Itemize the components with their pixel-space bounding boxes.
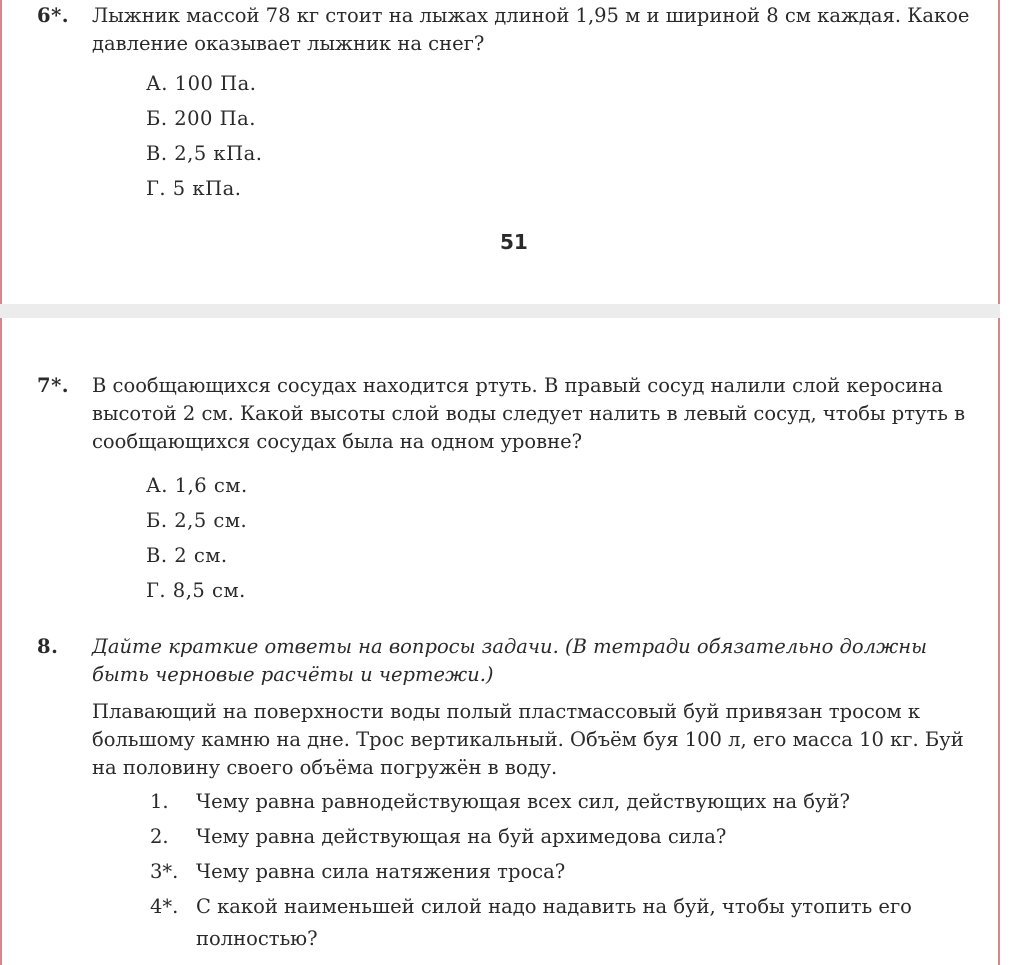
question-text: Плавающий на поверхности воды полый пластмассовый буй привязан тросом к большому камню на дне. Трос вертикальный. Объём буя 100 л, его масса 10 кг. Буй на половину своего объёма погружён в воду.	[92, 700, 964, 779]
subquestion-2	[150, 821, 980, 853]
answer-option-a: А. 1,6 см.	[146, 474, 248, 497]
page-separator	[0, 304, 1000, 318]
subquestion-number: 2.	[150, 825, 169, 848]
subquestion-1	[150, 786, 980, 818]
subquestion-text: Чему равна равнодействующая всех сил, действующих на буй?	[196, 790, 850, 813]
answer-option-c: В. 2 см.	[146, 544, 228, 567]
question-number: 6*.	[37, 4, 70, 27]
answer-option-d: Г. 8,5 см.	[146, 579, 246, 602]
question-instruction: Дайте краткие ответы на вопросы задачи. (В тетради обязательно должны быть черновые расчёты и чертежи.)	[92, 635, 927, 686]
subquestion-text: Чему равна действующая на буй архимедова сила?	[196, 825, 727, 848]
subquestion-number: 3*.	[150, 860, 179, 883]
question-text: Лыжник массой 78 кг стоит на лыжах длиной 1,95 м и шириной 8 см каждая. Какое давление оказывает лыжник на снег?	[92, 4, 970, 55]
answer-option-a: А. 100 Па.	[146, 72, 257, 95]
question-text: В сообщающихся сосудах находится ртуть. В правый сосуд налили слой керосина высотой 2 см. Какой высоты слой воды следует налить в левый сосуд, чтобы ртуть в сообщающихся сосудах была на одном уровне?	[92, 374, 966, 453]
answer-option-c: В. 2,5 кПа.	[146, 142, 263, 165]
page-number: 51	[500, 230, 528, 254]
subquestion-text: С какой наименьшей силой надо надавить на буй, чтобы утопить его полностью?	[196, 895, 912, 950]
subquestion-4	[150, 891, 980, 955]
question-number: 7*.	[37, 374, 70, 397]
answer-option-b: Б. 200 Па.	[146, 107, 256, 130]
answer-option-d: Г. 5 кПа.	[146, 177, 242, 200]
subquestion-3	[150, 856, 980, 888]
subquestion-number: 4*.	[150, 895, 179, 918]
question-number: 8.	[37, 635, 59, 658]
subquestion-text: Чему равна сила натяжения троса?	[196, 860, 566, 883]
subquestion-number: 1.	[150, 790, 169, 813]
answer-option-b: Б. 2,5 см.	[146, 509, 248, 532]
